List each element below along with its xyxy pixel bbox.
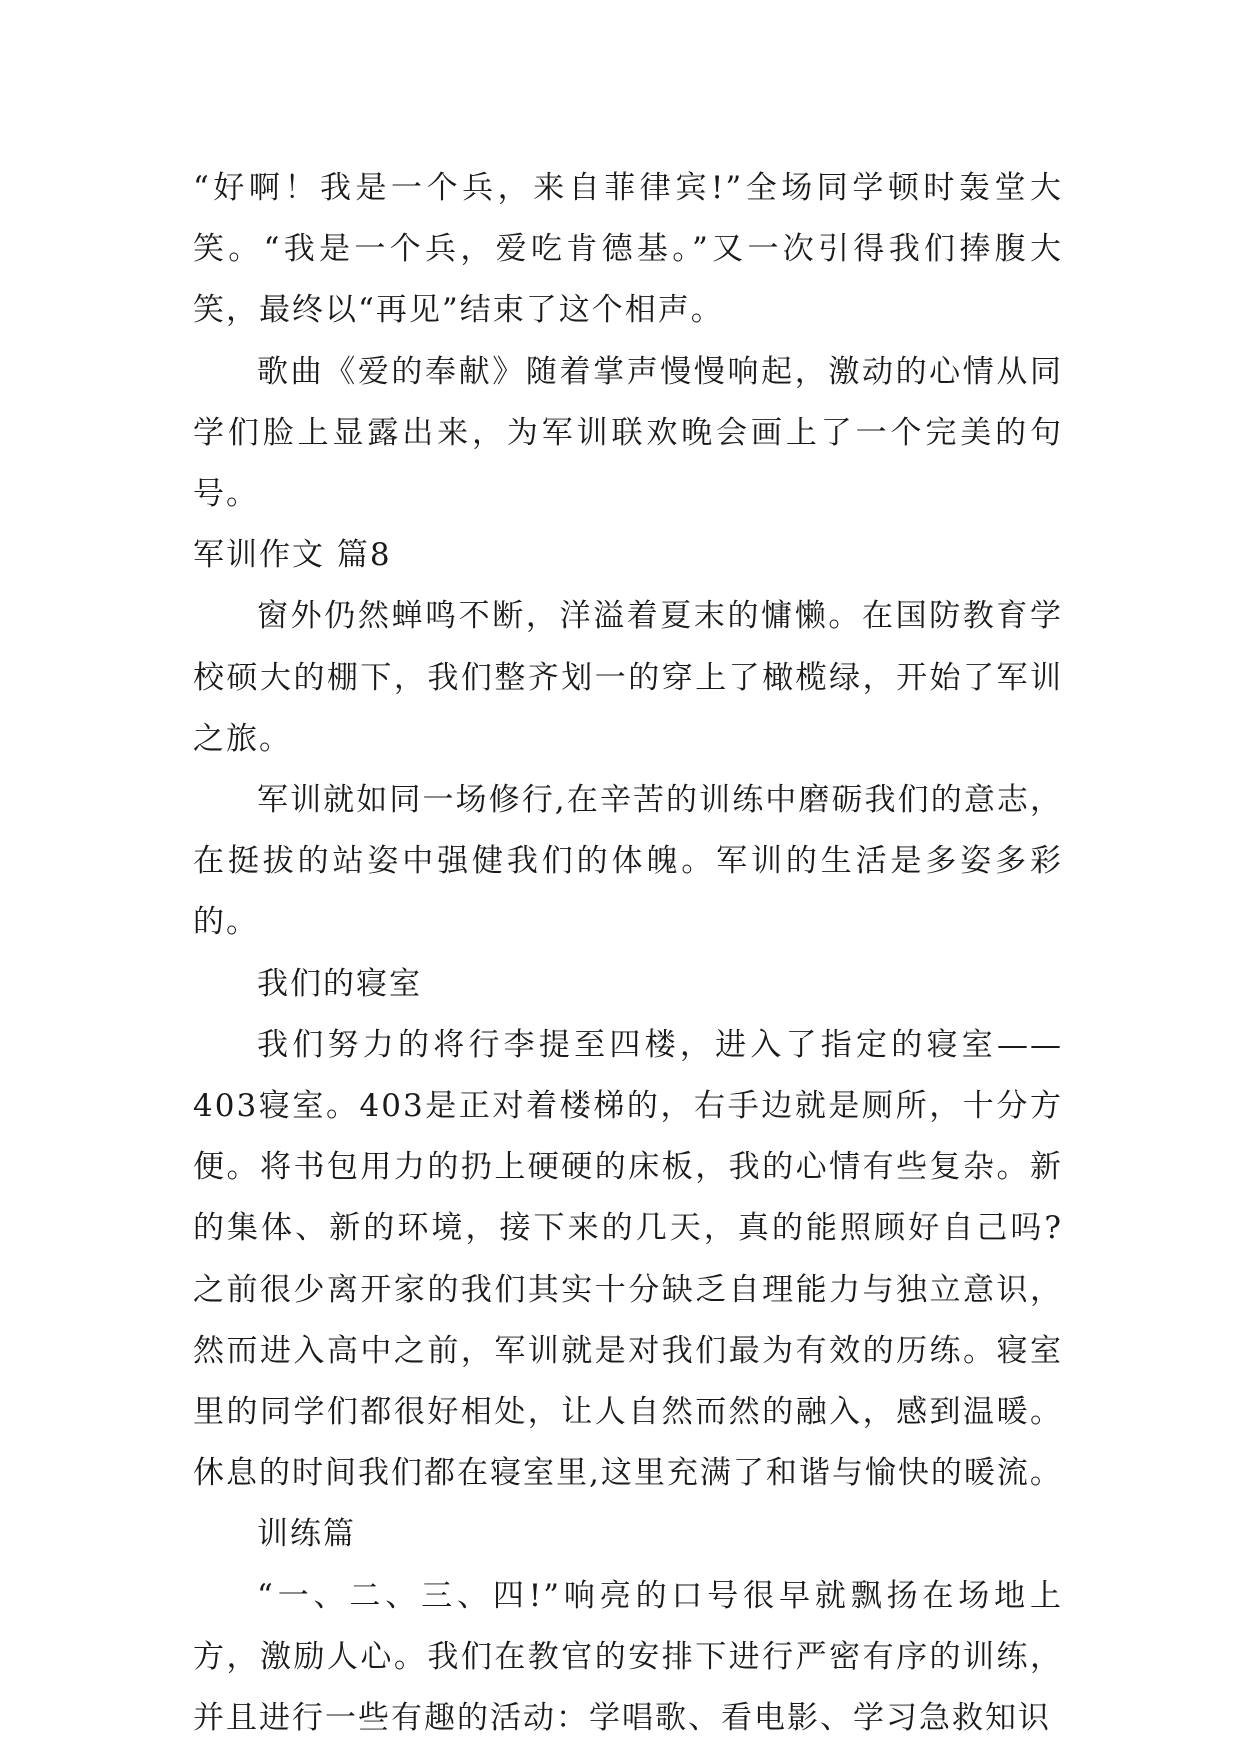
- paragraph-song-ending: 歌曲《爱的奉献》随着掌声慢慢响起，激动的心情从同学们脸上显露出来，为军训联欢晚会画上了一个完美的句号。: [193, 353, 1063, 513]
- paragraph-dorm: 我们努力的将行李提至四楼，进入了指定的寝室——403寝室。403是正对着楼梯的，右手边就是厕所，十分方便。将书包用力的扔上硬硬的床板，我的心情有些复杂。新的集体、新的环境，接下来的几天，真的能照顾好自己吗?之前很少离开家的我们其实十分缺乏自理能力与独立意识，然而进入高中之前，军训就是对我们最为有效的历练。寝室里的同学们都很好相处，让人自然而然的融入，感到温暖。休息的时间我们都在寝室里,这里充满了和谐与愉快的暖流。: [193, 1026, 1063, 1492]
- document-page: [193, 158, 1063, 1749]
- paragraph-training-life: 军训就如同一场修行,在辛苦的训练中磨砺我们的意志，在挺拔的站姿中强健我们的体魄。军训的生活是多姿多彩的。: [193, 782, 1063, 941]
- section-heading: 军训作文 篇8: [193, 537, 392, 574]
- paragraph-training: “一、二、三、四!”响亮的口号很早就飘扬在场地上方，激励人心。我们在教官的安排下进行严密有序的训练，并且进行一些有趣的活动：学唱歌、看电影、学习急救知识: [193, 1577, 1063, 1737]
- paragraph-intro: 窗外仍然蝉鸣不断，洋溢着夏末的慵懒。在国防教育学校硕大的棚下，我们整齐划一的穿上了橄榄绿，开始了军训之旅。: [193, 598, 1063, 757]
- subheading-dorm: 我们的寝室: [257, 965, 422, 1002]
- paragraph-crosstalk-ending: “好啊！我是一个兵，来自菲律宾!”全场同学顿时轰堂大笑。“我是一个兵，爱吃肯德基。”又一次引得我们捧腹大笑，最终以“再见”结束了这个相声。: [193, 170, 1063, 329]
- subheading-training: 训练篇: [257, 1516, 356, 1553]
